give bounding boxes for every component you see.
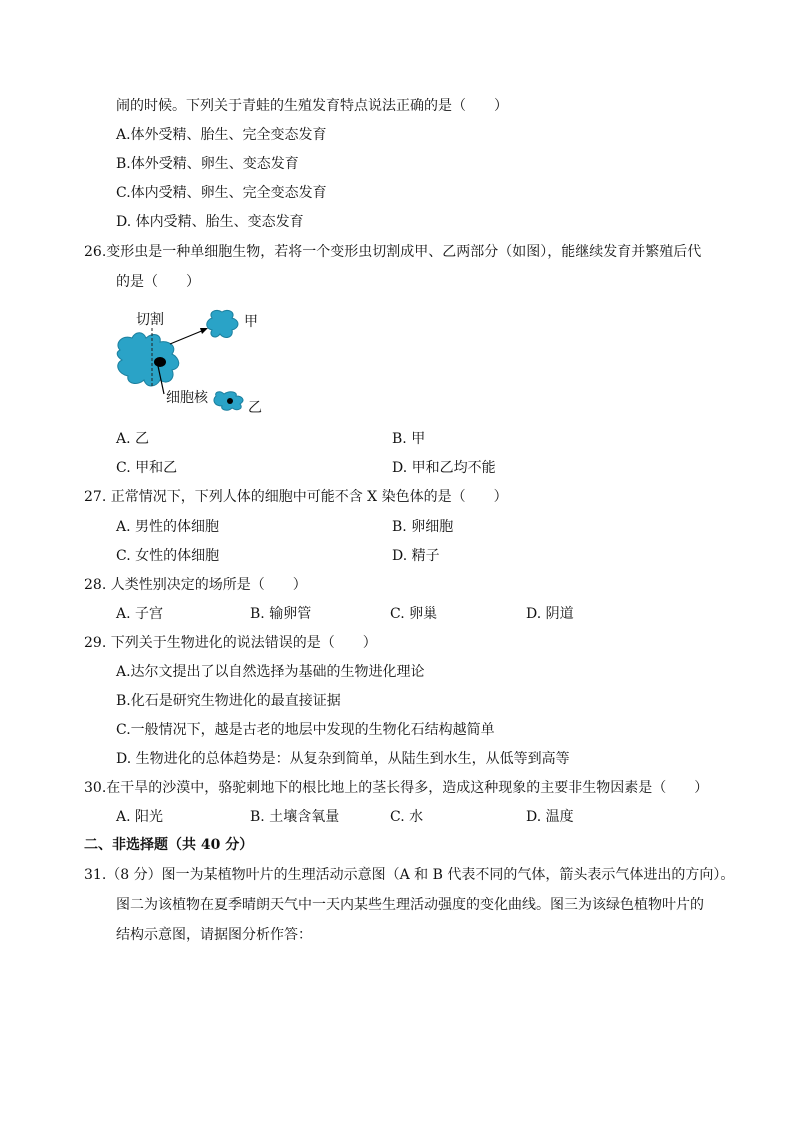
q27-option-b: B. 卵细胞 <box>392 519 454 535</box>
amoeba-fragment-a <box>207 310 238 337</box>
q29-option-b: B.化石是研究生物进化的最直接证据 <box>116 693 341 709</box>
arrow-line <box>170 330 204 344</box>
amoeba-whole <box>117 333 179 386</box>
q26-option-a: A. 乙 <box>116 431 150 447</box>
q27-option-a: A. 男性的体细胞 <box>116 519 220 535</box>
q26-stem-line1: 26.变形虫是一种单细胞生物，若将一个变形虫切割成甲、乙两部分（如图），能继续发育并繁殖后代 <box>84 244 702 260</box>
q27-option-d: D. 精子 <box>392 548 440 564</box>
q25-option-d: D. 体内受精、胎生、变态发育 <box>116 214 304 230</box>
q31-line3: 结构示意图，请据图分析作答： <box>116 927 312 943</box>
q25-option-b: B.体外受精、卵生、变态发育 <box>116 156 299 172</box>
q31-line2: 图二为该植物在夏季晴朗天气中一天内某些生理活动强度的变化曲线。图三为该绿色植物叶片的 <box>116 897 704 913</box>
q30-stem: 30.在干旱的沙漠中，骆驼刺地下的根比地上的茎长得多，造成这种现象的主要非生物因素是（ ） <box>84 780 709 796</box>
q28-option-b: B. 输卵管 <box>250 606 312 622</box>
q28-option-a: A. 子宫 <box>116 606 164 622</box>
label-b: 乙 <box>248 400 262 416</box>
fragment-b-nucleus <box>227 398 233 404</box>
q30-option-b: B. 土壤含氧量 <box>250 809 340 825</box>
section-title: 二、非选择题（共 40 分） <box>84 837 254 853</box>
q29-option-d: D. 生物进化的总体趋势是：从复杂到简单，从陆生到水生，从低等到高等 <box>116 751 570 767</box>
q26-stem-line2: 的是（ ） <box>116 274 200 290</box>
q25-option-a: A.体外受精、胎生、完全变态发育 <box>116 127 327 143</box>
q30-option-c: C. 水 <box>390 809 424 825</box>
q29-stem: 29. 下列关于生物进化的说法错误的是（ ） <box>84 635 377 651</box>
q28-option-c: C. 卵巢 <box>390 606 438 622</box>
q25-stem-tail: 闹的时候。下列关于青蛙的生殖发育特点说法正确的是（ ） <box>116 98 508 114</box>
label-a: 甲 <box>244 314 258 330</box>
q25-option-c: C.体内受精、卵生、完全变态发育 <box>116 185 327 201</box>
q26-option-b: B. 甲 <box>392 431 426 447</box>
amoeba-figure <box>112 308 282 420</box>
label-nucleus: 细胞核 <box>166 390 208 406</box>
nucleus <box>154 357 166 367</box>
q26-option-d: D. 甲和乙均不能 <box>392 460 496 476</box>
q28-stem: 28. 人类性别决定的场所是（ ） <box>84 577 307 593</box>
q28-option-d: D. 阴道 <box>526 606 574 622</box>
q31-line1: 31.（8 分）图一为某植物叶片的生理活动示意图（A 和 B 代表不同的气体，箭头表示气体进出的方向）。 <box>84 867 735 883</box>
q27-option-c: C. 女性的体细胞 <box>116 548 220 564</box>
q27-stem: 27. 正常情况下，下列人体的细胞中可能不含 X 染色体的是（ ） <box>84 489 508 505</box>
q26-option-c: C. 甲和乙 <box>116 460 178 476</box>
arrow-head <box>200 328 208 334</box>
q29-option-c: C.一般情况下，越是古老的地层中发现的生物化石结构越简单 <box>116 722 495 738</box>
q30-option-d: D. 温度 <box>526 809 574 825</box>
label-cut: 切割 <box>136 312 164 328</box>
q29-option-a: A.达尔文提出了以自然选择为基础的生物进化理论 <box>116 664 425 680</box>
q30-option-a: A. 阳光 <box>116 809 164 825</box>
